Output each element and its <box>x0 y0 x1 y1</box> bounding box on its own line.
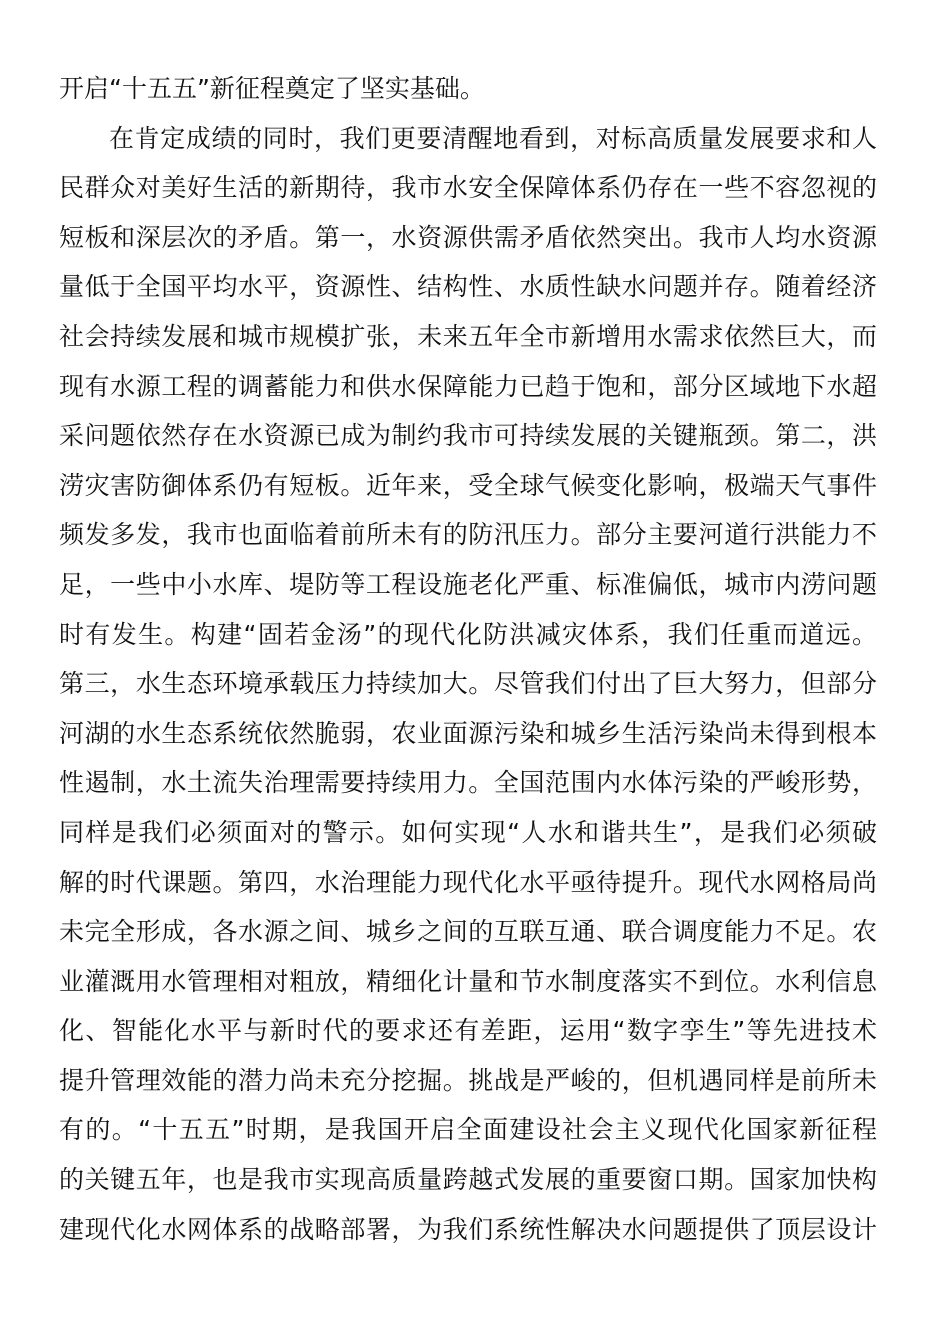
text-line: 提升管理效能的潜力尚未充分挖掘。挑战是严峻的，但机遇同样是前所未 <box>59 1065 877 1095</box>
text-line: 业灌溉用水管理相对粗放，精细化计量和节水制度落实不到位。水利信息 <box>59 966 877 996</box>
paragraph-start-line: 在肯定成绩的同时，我们更要清醒地看到，对标高质量发展要求和人 <box>109 123 877 153</box>
text-line: 时有发生。构建“固若金汤”的现代化防洪减灾体系，我们任重而道远。 <box>59 619 877 649</box>
text-line: 河湖的水生态系统依然脆弱，农业面源污染和城乡生活污染尚未得到根本 <box>59 718 877 748</box>
text-line: 短板和深层次的矛盾。第一，水资源供需矛盾依然突出。我市人均水资源 <box>59 222 877 252</box>
text-line: 未完全形成，各水源之间、城乡之间的互联互通、联合调度能力不足。农 <box>59 917 877 947</box>
text-line: 有的。“十五五”时期，是我国开启全面建设社会主义现代化国家新征程 <box>59 1115 877 1145</box>
text-line: 的关键五年，也是我市实现高质量跨越式发展的重要窗口期。国家加快构 <box>59 1165 877 1195</box>
text-line: 第三，水生态环境承载压力持续加大。尽管我们付出了巨大努力，但部分 <box>59 669 877 699</box>
text-line: 开启“十五五”新征程奠定了坚实基础。 <box>59 74 485 103</box>
document-body <box>59 64 877 1254</box>
text-line: 频发多发，我市也面临着前所未有的防汛压力。部分主要河道行洪能力不 <box>59 520 877 550</box>
text-line: 同样是我们必须面对的警示。如何实现“人水和谐共生”，是我们必须破 <box>59 817 877 847</box>
text-line: 性遏制，水土流失治理需要持续用力。全国范围内水体污染的严峻形势， <box>59 768 877 798</box>
text-line: 解的时代课题。第四，水治理能力现代化水平亟待提升。现代水网格局尚 <box>59 867 877 897</box>
text-line: 现有水源工程的调蓄能力和供水保障能力已趋于饱和，部分区域地下水超 <box>59 371 877 401</box>
text-line: 量低于全国平均水平，资源性、结构性、水质性缺水问题并存。随着经济 <box>59 272 877 302</box>
text-line: 化、智能化水平与新时代的要求还有差距，运用“数字孪生”等先进技术 <box>59 1016 877 1046</box>
text-line: 采问题依然存在水资源已成为制约我市可持续发展的关键瓶颈。第二，洪 <box>59 421 877 451</box>
text-line: 涝灾害防御体系仍有短板。近年来，受全球气候变化影响，极端天气事件 <box>59 470 877 500</box>
text-line: 社会持续发展和城市规模扩张，未来五年全市新增用水需求依然巨大，而 <box>59 321 877 351</box>
text-line: 足，一些中小水库、堤防等工程设施老化严重、标准偏低，城市内涝问题 <box>59 569 877 599</box>
text-line: 建现代化水网体系的战略部署，为我们系统性解决水问题提供了顶层设计 <box>59 1214 877 1244</box>
text-line: 民群众对美好生活的新期待，我市水安全保障体系仍存在一些不容忽视的 <box>59 173 877 203</box>
